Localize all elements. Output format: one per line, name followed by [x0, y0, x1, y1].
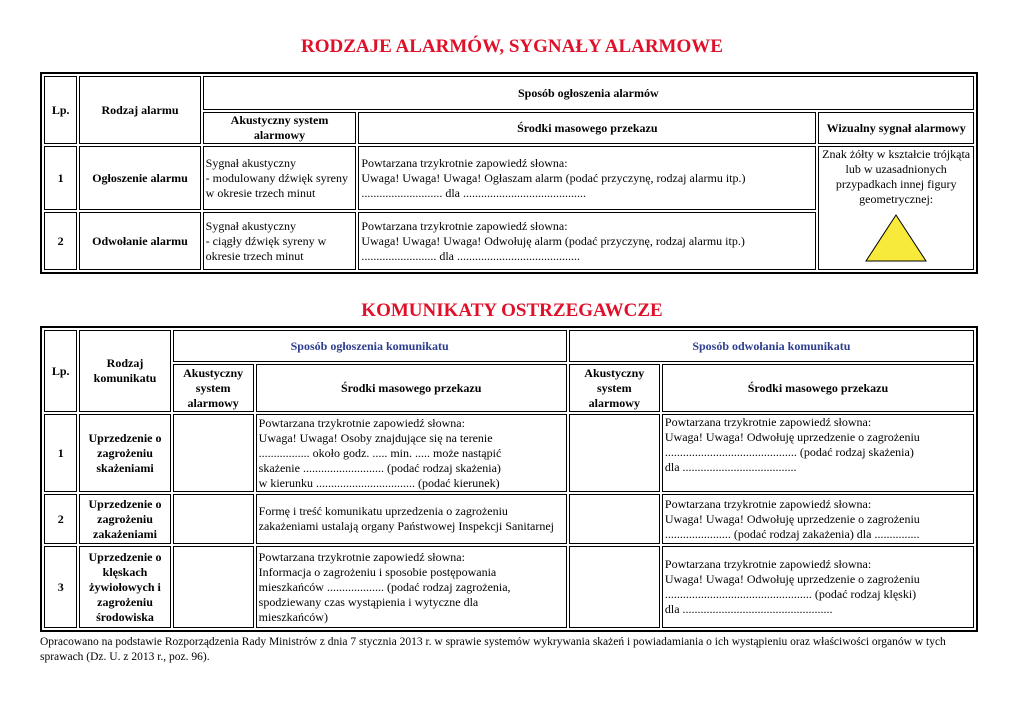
col-media-header-2: Środki masowego przekazu — [662, 364, 974, 412]
row-acoustic: Sygnał akustyczny - modulowany dźwięk syreny w okresie trzech minut — [203, 146, 357, 210]
table-row — [44, 546, 974, 628]
col-media-header: Środki masowego przekazu — [358, 112, 816, 144]
alarms-table — [40, 72, 978, 274]
row-acoustic: Sygnał akustyczny - ciągły dźwięk syreny w okresie trzech minut — [203, 212, 357, 270]
col-type-header: Rodzaj alarmu — [79, 76, 200, 144]
row-announce: Powtarzana trzykrotnie zapowiedź słowna: Uwaga! Uwaga! Osoby znajdujące się na terenie ................. około godz. ..... min. ..... może nastąpić skażenie ........................... (podać rodzaj skażenia) w kierunku ................................. (podać kierunek) — [256, 414, 567, 492]
table-row — [44, 494, 974, 544]
row-acoustic-empty-2 — [569, 414, 660, 492]
yellow-triangle-icon — [864, 213, 928, 263]
row-name: Ogłoszenie alarmu — [79, 146, 200, 210]
warnings-table — [40, 326, 978, 632]
visual-signal-text: Znak żółty w kształcie trójkąta lub w uzasadnionych przypadkach innej figury geometrycznej: — [822, 147, 971, 206]
row-media: Powtarzana trzykrotnie zapowiedź słowna: Uwaga! Uwaga! Uwaga! Ogłaszam alarm (podać przyczynę, rodzaj alarmu itp.) ........................... dla ......................................... — [358, 146, 816, 210]
row-acoustic-empty-2 — [569, 546, 660, 628]
row-acoustic-empty — [173, 414, 254, 492]
col-cancel-header: Sposób odwołania komunikatu — [569, 330, 974, 362]
table-row — [44, 146, 974, 210]
row-acoustic-empty — [173, 494, 254, 544]
row-name: Uprzedzenie o zagrożeniu skażeniami — [79, 414, 170, 492]
row-name: Odwołanie alarmu — [79, 212, 200, 270]
col-acoustic-header: Akustyczny system alarmowy — [173, 364, 254, 412]
col-type-header: Rodzaj komunikatu — [79, 330, 170, 412]
row-lp: 2 — [44, 494, 77, 544]
row-cancel: Powtarzana trzykrotnie zapowiedź słowna: Uwaga! Uwaga! Odwołuję uprzedzenie o zagrożeniu ............................................ (podać rodzaj skażenia) dla ...................................... — [662, 414, 974, 492]
col-announce-header: Sposób ogłoszenia komunikatu — [173, 330, 567, 362]
col-acoustic-header-2: Akustyczny system alarmowy — [569, 364, 660, 412]
row-acoustic-empty — [173, 546, 254, 628]
row-announce: Powtarzana trzykrotnie zapowiedź słowna: Informacja o zagrożeniu i sposobie postępowania mieszkańców ................... (podać rodzaj zagrożenia, spodziewany czas wystąpienia i wytyczne dla mieszkańców) — [256, 546, 567, 628]
visual-signal-cell — [818, 146, 974, 270]
col-acoustic-header: Akustyczny system alarmowy — [203, 112, 357, 144]
footer-note: Opracowano na podstawie Rozporządzenia Rady Ministrów z dnia 7 stycznia 2013 r. w sprawie systemów wykrywania skażeń i powiadamiania o ich wystąpieniu oraz właściwości organów w tych sprawach (Dz. U. z 2013 r., poz. 96). — [40, 636, 946, 663]
col-lp-header: Lp. — [44, 76, 77, 144]
row-name: Uprzedzenie o klęskach żywiołowych i zagrożeniu środowiska — [79, 546, 170, 628]
warnings-title: KOMUNIKATY OSTRZEGAWCZE — [361, 300, 663, 321]
row-lp: 1 — [44, 414, 77, 492]
row-cancel: Powtarzana trzykrotnie zapowiedź słowna: Uwaga! Uwaga! Odwołuję uprzedzenie o zagrożeniu ................................................. (podać rodzaj klęski) dla .................................................. — [662, 546, 974, 628]
row-announce: Formę i treść komunikatu uprzedzenia o zagrożeniu zakażeniami ustalają organy Państwowej Inspekcji Sanitarnej — [256, 494, 567, 544]
col-visual-header: Wizualny sygnał alarmowy — [818, 112, 974, 144]
alarms-title: RODZAJE ALARMÓW, SYGNAŁY ALARMOWE — [301, 36, 723, 57]
col-lp-header: Lp. — [44, 330, 77, 412]
row-name: Uprzedzenie o zagrożeniu zakażeniami — [79, 494, 170, 544]
row-lp: 3 — [44, 546, 77, 628]
row-lp: 1 — [44, 146, 77, 210]
col-media-header: Środki masowego przekazu — [256, 364, 567, 412]
table-row — [44, 414, 974, 492]
col-method-header: Sposób ogłoszenia alarmów — [203, 76, 974, 110]
row-media: Powtarzana trzykrotnie zapowiedź słowna: Uwaga! Uwaga! Uwaga! Odwołuję alarm (podać przyczynę, rodzaj alarmu itp.) ......................... dla ......................................... — [358, 212, 816, 270]
row-cancel: Powtarzana trzykrotnie zapowiedź słowna: Uwaga! Uwaga! Odwołuję uprzedzenie o zagrożeniu ...................... (podać rodzaj zakażenia) dla ............... — [662, 494, 974, 544]
row-lp: 2 — [44, 212, 77, 270]
row-acoustic-empty-2 — [569, 494, 660, 544]
